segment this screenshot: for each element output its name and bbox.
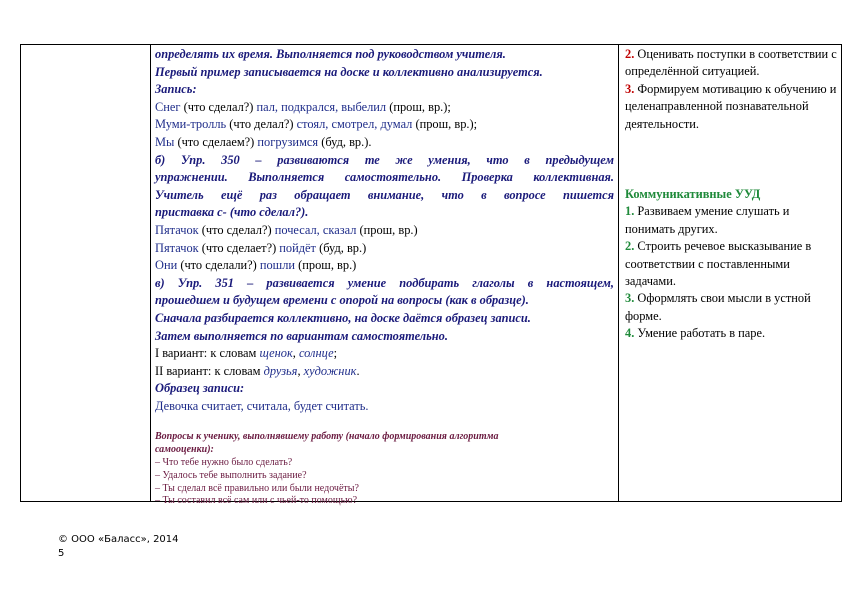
- comm-uud-3-cont: форме.: [625, 308, 662, 323]
- exercise-350-line-3: Учитель ещё раз обращает внимание, что в вопросе пишется: [155, 187, 614, 202]
- comm-uud-2-cont: соответствии с поставленными: [625, 256, 790, 271]
- self-assessment-questions: [155, 431, 614, 508]
- exercise-351-line-4: Затем выполняется по вариантам самостоятельно.: [155, 328, 448, 343]
- example-3: Мы (что сделаем?) погрузимся (буд, вр.).: [155, 134, 372, 149]
- questions-heading-2: самооценки):: [155, 444, 214, 456]
- personal-uud-3-cont-2: деятельности.: [625, 116, 700, 131]
- exercise-350-line-2: упражнении. Выполняется самостоятельно. Проверка коллективная.: [155, 170, 614, 185]
- example-4: Пятачок (что сделал?) почесал, сказал (прош, вр.): [155, 222, 418, 237]
- variant-2: II вариант: к словам друзья, художник.: [155, 363, 360, 378]
- sample-text: Девочка считает, считала, будет считать.: [155, 398, 369, 413]
- intro-line-2: Первый пример записывается на доске и коллективно анализируется.: [155, 64, 543, 79]
- intro-line-1: определять их время. Выполняется под руководством учителя.: [155, 47, 506, 61]
- example-6: Они (что сделали?) пошли (прош, вр.): [155, 258, 357, 273]
- comm-uud-3: 3. Оформлять свои мысли в устной: [625, 291, 811, 306]
- example-1: Снег (что сделал?) пал, подкрался, выбелил (прош, вр.);: [155, 99, 451, 114]
- sample-label: Образец записи:: [155, 381, 245, 396]
- example-2: Муми-тролль (что делал?) стоял, смотрел, думал (прош, вр.);: [155, 117, 478, 132]
- example-5: Пятачок (что сделает?) пойдёт (буд, вр.): [155, 240, 367, 255]
- comm-uud-4: 4. Умение работать в паре.: [625, 326, 766, 341]
- exercise-350-line-4: приставка с- (что сделал?).: [155, 205, 309, 220]
- question-item: – Удалось тебе выполнить задание?: [155, 469, 307, 481]
- personal-uud-3-cont: целенаправленной познавательной: [625, 99, 809, 114]
- copyright-footer: © ООО «Баласс», 2014: [58, 534, 179, 545]
- question-item: – Ты сделал всё правильно или были недочёты?: [155, 482, 359, 494]
- exercise-351-line-1: в) Упр. 351 – развивается умение подбирать глаголы в настоящем,: [155, 275, 614, 290]
- questions-heading-1: Вопросы к ученику, выполнявшему работу (начало формирования алгоритма: [155, 431, 499, 443]
- exercise-350-line-1: б) Упр. 350 – развиваются те же умения, что в предыдущем: [155, 152, 614, 167]
- personal-uud-2: 2. Оценивать поступки в соответствии с: [625, 47, 837, 61]
- content-column: [151, 45, 619, 507]
- comm-uud-1-cont: понимать других.: [625, 221, 718, 236]
- comm-uud-1: 1. Развиваем умение слушать и: [625, 204, 790, 219]
- comm-uud-2: 2. Строить речевое высказывание в: [625, 239, 812, 254]
- stage-column: [21, 45, 151, 501]
- question-item: – Ты составил всё сам или с чьей-то помощью?: [155, 495, 358, 507]
- page-number: 5: [58, 548, 65, 559]
- record-label: Запись:: [155, 82, 197, 97]
- question-item: – Что тебе нужно было сделать?: [155, 457, 293, 469]
- variant-1: I вариант: к словам щенок, солнце;: [155, 346, 338, 361]
- exercise-351-line-2: прошедшем и будущем времени с опорой на вопросы (как в образце).: [155, 293, 529, 308]
- uud-column: [619, 45, 842, 501]
- comm-uud-2-cont-2: задачами.: [625, 274, 677, 289]
- personal-uud-2-cont: определённой ситуацией.: [625, 64, 760, 79]
- lesson-table: [20, 44, 842, 507]
- exercise-351-line-3: Сначала разбирается коллективно, на доске даётся образец записи.: [155, 310, 531, 325]
- communicative-uud-title: Коммуникативные УУД: [625, 187, 761, 202]
- personal-uud-3: 3. Формируем мотивацию к обучению и: [625, 81, 837, 96]
